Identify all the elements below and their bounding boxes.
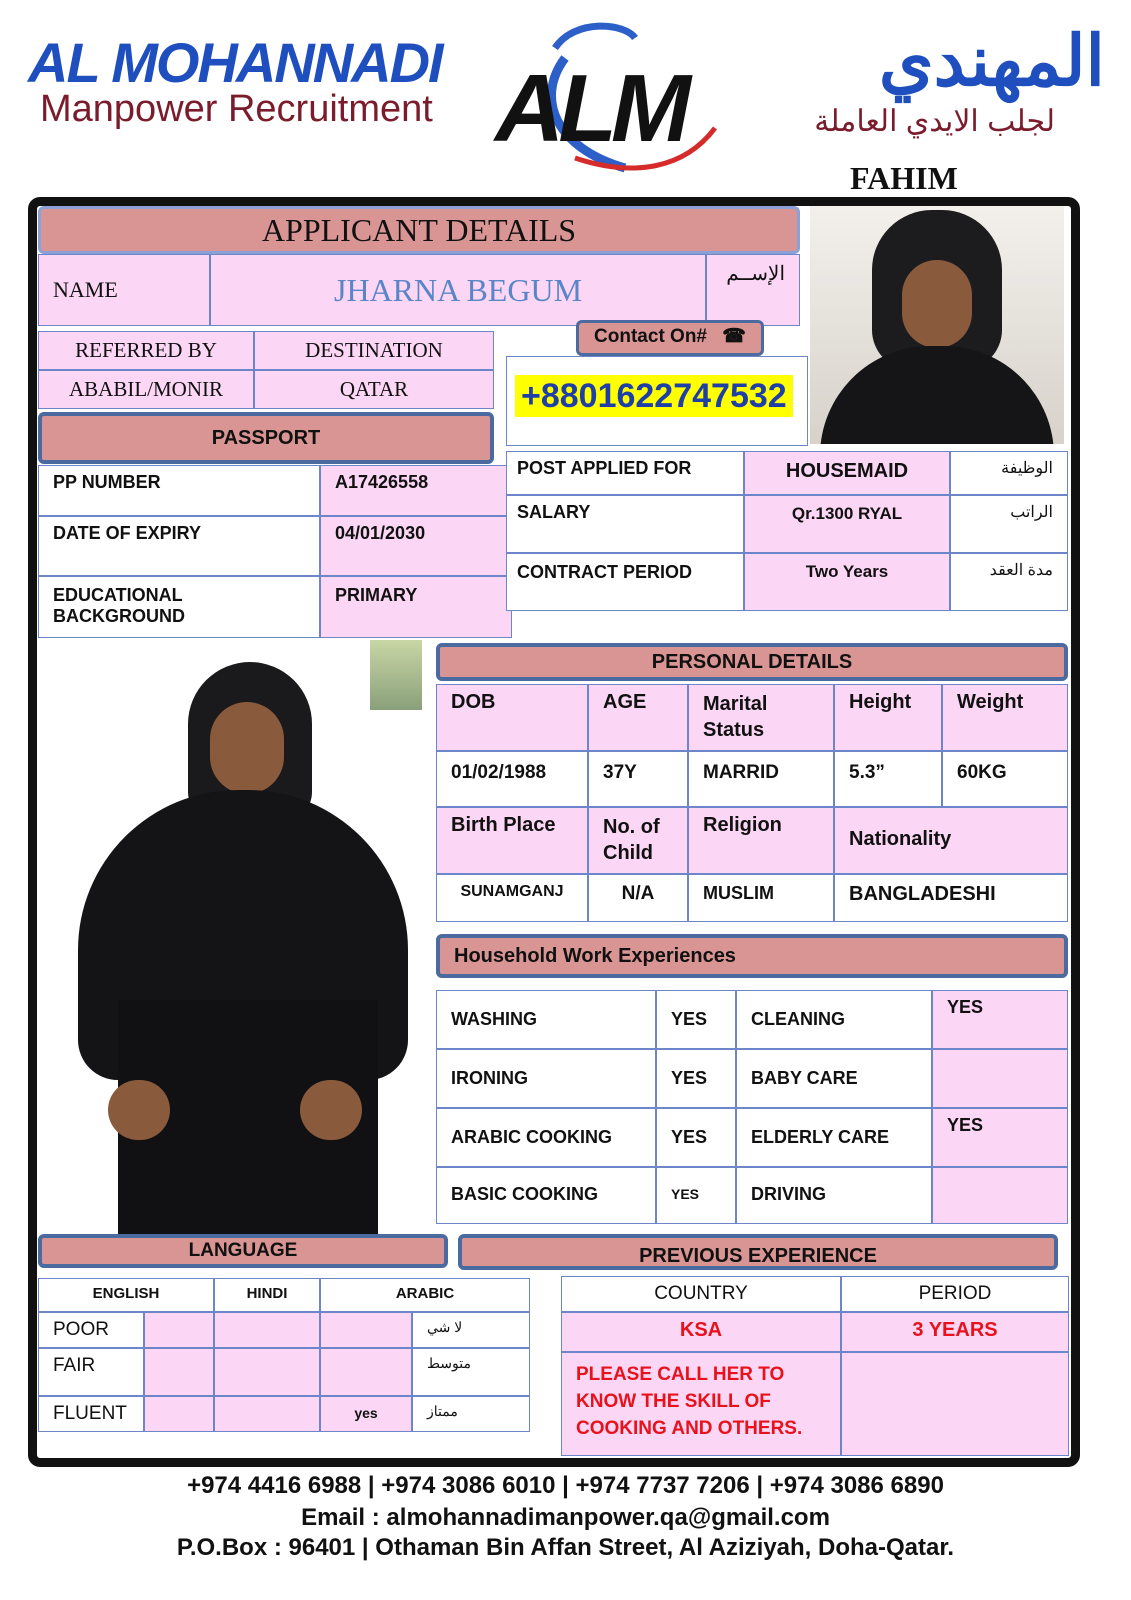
education-value: PRIMARY: [320, 576, 512, 638]
logo-text: ALM: [495, 55, 685, 162]
brand-subtitle-arabic: لجلب الايدي العاملة: [814, 105, 1055, 138]
dob-value: 01/02/1988: [436, 751, 588, 807]
experience-note-side: [841, 1352, 1069, 1456]
age-label: AGE: [588, 684, 688, 751]
religion-label: Religion: [688, 807, 834, 874]
height-label: Height: [834, 684, 942, 751]
language-arabic-cell: [320, 1312, 412, 1348]
household-right-value: [932, 1167, 1068, 1224]
religion-value: MUSLIM: [688, 874, 834, 922]
expiry-value: 04/01/2030: [320, 516, 512, 576]
height-value: 5.3”: [834, 751, 942, 807]
experience-note: PLEASE CALL HER TO KNOW THE SKILL OF COOKING AND OTHERS.: [561, 1352, 841, 1456]
contract-value: Two Years: [744, 553, 950, 611]
birthplace-value: SUNAMGANJ: [436, 874, 588, 922]
language-level-arabic: متوسط: [412, 1348, 530, 1396]
passport-header: [38, 412, 494, 464]
contract-label: CONTRACT PERIOD: [506, 553, 744, 611]
period-label: PERIOD: [841, 1276, 1069, 1312]
previous-experience-header: [458, 1234, 1058, 1270]
household-left-label: ARABIC COOKING: [436, 1108, 656, 1167]
phone-icon: ☎: [722, 326, 746, 347]
post-label-arabic: الوظيفة: [950, 451, 1068, 495]
passport-title: PASSPORT: [211, 427, 321, 449]
country-value: KSA: [561, 1312, 841, 1352]
applicant-title: APPLICANT DETAILS: [261, 212, 577, 248]
language-level: POOR: [38, 1312, 144, 1348]
language-hindi-cell: [214, 1348, 320, 1396]
language-hindi-cell: [214, 1312, 320, 1348]
household-left-label: IRONING: [436, 1049, 656, 1108]
salary-label-arabic: الراتب: [950, 495, 1068, 553]
brand-subtitle: Manpower Recruitment: [40, 88, 433, 130]
language-header-hindi: HINDI: [214, 1278, 320, 1312]
weight-value: 60KG: [942, 751, 1068, 807]
marital-label: Marital Status: [688, 684, 834, 751]
language-english-cell: [144, 1348, 214, 1396]
birthplace-label: Birth Place: [436, 807, 588, 874]
salary-label: SALARY: [506, 495, 744, 553]
brand-title: [28, 30, 498, 94]
household-right-label: BABY CARE: [736, 1049, 932, 1108]
language-header-arabic: ARABIC: [320, 1278, 530, 1312]
language-arabic-cell: yes: [320, 1396, 412, 1432]
alm-logo: [495, 18, 725, 178]
post-value: HOUSEMAID: [744, 451, 950, 495]
brand-name: AL MOHANNADI: [28, 31, 442, 94]
nationality-label: Nationality: [834, 807, 1068, 874]
agent-name: FAHIM: [850, 160, 958, 196]
children-label: No. of Child: [588, 807, 688, 874]
education-label: EDUCATIONAL BACKGROUND: [38, 576, 320, 638]
destination-value: QATAR: [254, 370, 494, 409]
age-value: 37Y: [588, 751, 688, 807]
contact-number: +8801622747532: [515, 375, 793, 417]
country-label: COUNTRY: [561, 1276, 841, 1312]
applicant-details-header: [38, 206, 800, 254]
period-value: 3 YEARS: [841, 1312, 1069, 1352]
salary-value: Qr.1300 RYAL: [744, 495, 950, 553]
household-left-label: BASIC COOKING: [436, 1167, 656, 1224]
language-english-cell: [144, 1312, 214, 1348]
household-right-label: ELDERLY CARE: [736, 1108, 932, 1167]
household-right-label: CLEANING: [736, 990, 932, 1049]
children-value: N/A: [588, 874, 688, 922]
language-level-arabic: ممتاز: [412, 1396, 530, 1432]
post-label: POST APPLIED FOR: [506, 451, 744, 495]
household-left-value: YES: [656, 990, 736, 1049]
language-header-english: ENGLISH: [38, 1278, 214, 1312]
referred-value: ABABIL/MONIR: [38, 370, 254, 409]
portrait-photo: [810, 206, 1064, 444]
weight-label: Weight: [942, 684, 1068, 751]
marital-value: MARRID: [688, 751, 834, 807]
full-body-photo: [38, 640, 422, 1234]
pp-number-value: A17426558: [320, 465, 512, 516]
household-left-value: YES: [656, 1167, 736, 1224]
contact-label: Contact On#: [594, 326, 707, 347]
brand-title-arabic: المهندي: [878, 22, 1105, 100]
language-header: [38, 1234, 448, 1268]
referred-label: REFERRED BY: [38, 331, 254, 370]
footer-email: Email : almohannadimanpower.qa@gmail.com: [301, 1504, 830, 1531]
dob-label: DOB: [436, 684, 588, 751]
pp-number-label: PP NUMBER: [38, 465, 320, 516]
nationality-value: BANGLADESHI: [834, 874, 1068, 922]
contact-header: [576, 320, 764, 356]
language-title: LANGUAGE: [188, 1240, 298, 1261]
household-right-value: YES: [932, 1108, 1068, 1167]
name-label: NAME: [38, 254, 210, 326]
language-arabic-cell: [320, 1348, 412, 1396]
household-left-label: WASHING: [436, 990, 656, 1049]
language-level: FAIR: [38, 1348, 144, 1396]
language-hindi-cell: [214, 1396, 320, 1432]
contact-box: [506, 356, 808, 446]
language-level: FLUENT: [38, 1396, 144, 1432]
household-right-label: DRIVING: [736, 1167, 932, 1224]
personal-title: PERSONAL DETAILS: [651, 651, 853, 673]
destination-label: DESTINATION: [254, 331, 494, 370]
household-left-value: YES: [656, 1108, 736, 1167]
household-right-value: YES: [932, 990, 1068, 1049]
household-right-value: [932, 1049, 1068, 1108]
footer-address: P.O.Box : 96401 | Othaman Bin Affan Street, Al Aziziyah, Doha-Qatar.: [176, 1534, 955, 1561]
language-english-cell: [144, 1396, 214, 1432]
footer-phones: +974 4416 6988 | +974 3086 6010 | +974 7737 7206 | +974 3086 6890: [187, 1472, 944, 1499]
name-value: JHARNA BEGUM: [210, 254, 706, 326]
language-level-arabic: لا شي: [412, 1312, 530, 1348]
expiry-label: DATE OF EXPIRY: [38, 516, 320, 576]
personal-details-header: [436, 643, 1068, 681]
household-title: Household Work Experiences: [454, 945, 736, 967]
contract-label-arabic: مدة العقد: [950, 553, 1068, 611]
household-header: [436, 934, 1068, 978]
household-left-value: YES: [656, 1049, 736, 1108]
previous-title: PREVIOUS EXPERIENCE: [639, 1245, 877, 1267]
name-label-arabic: الإســم: [706, 254, 800, 326]
